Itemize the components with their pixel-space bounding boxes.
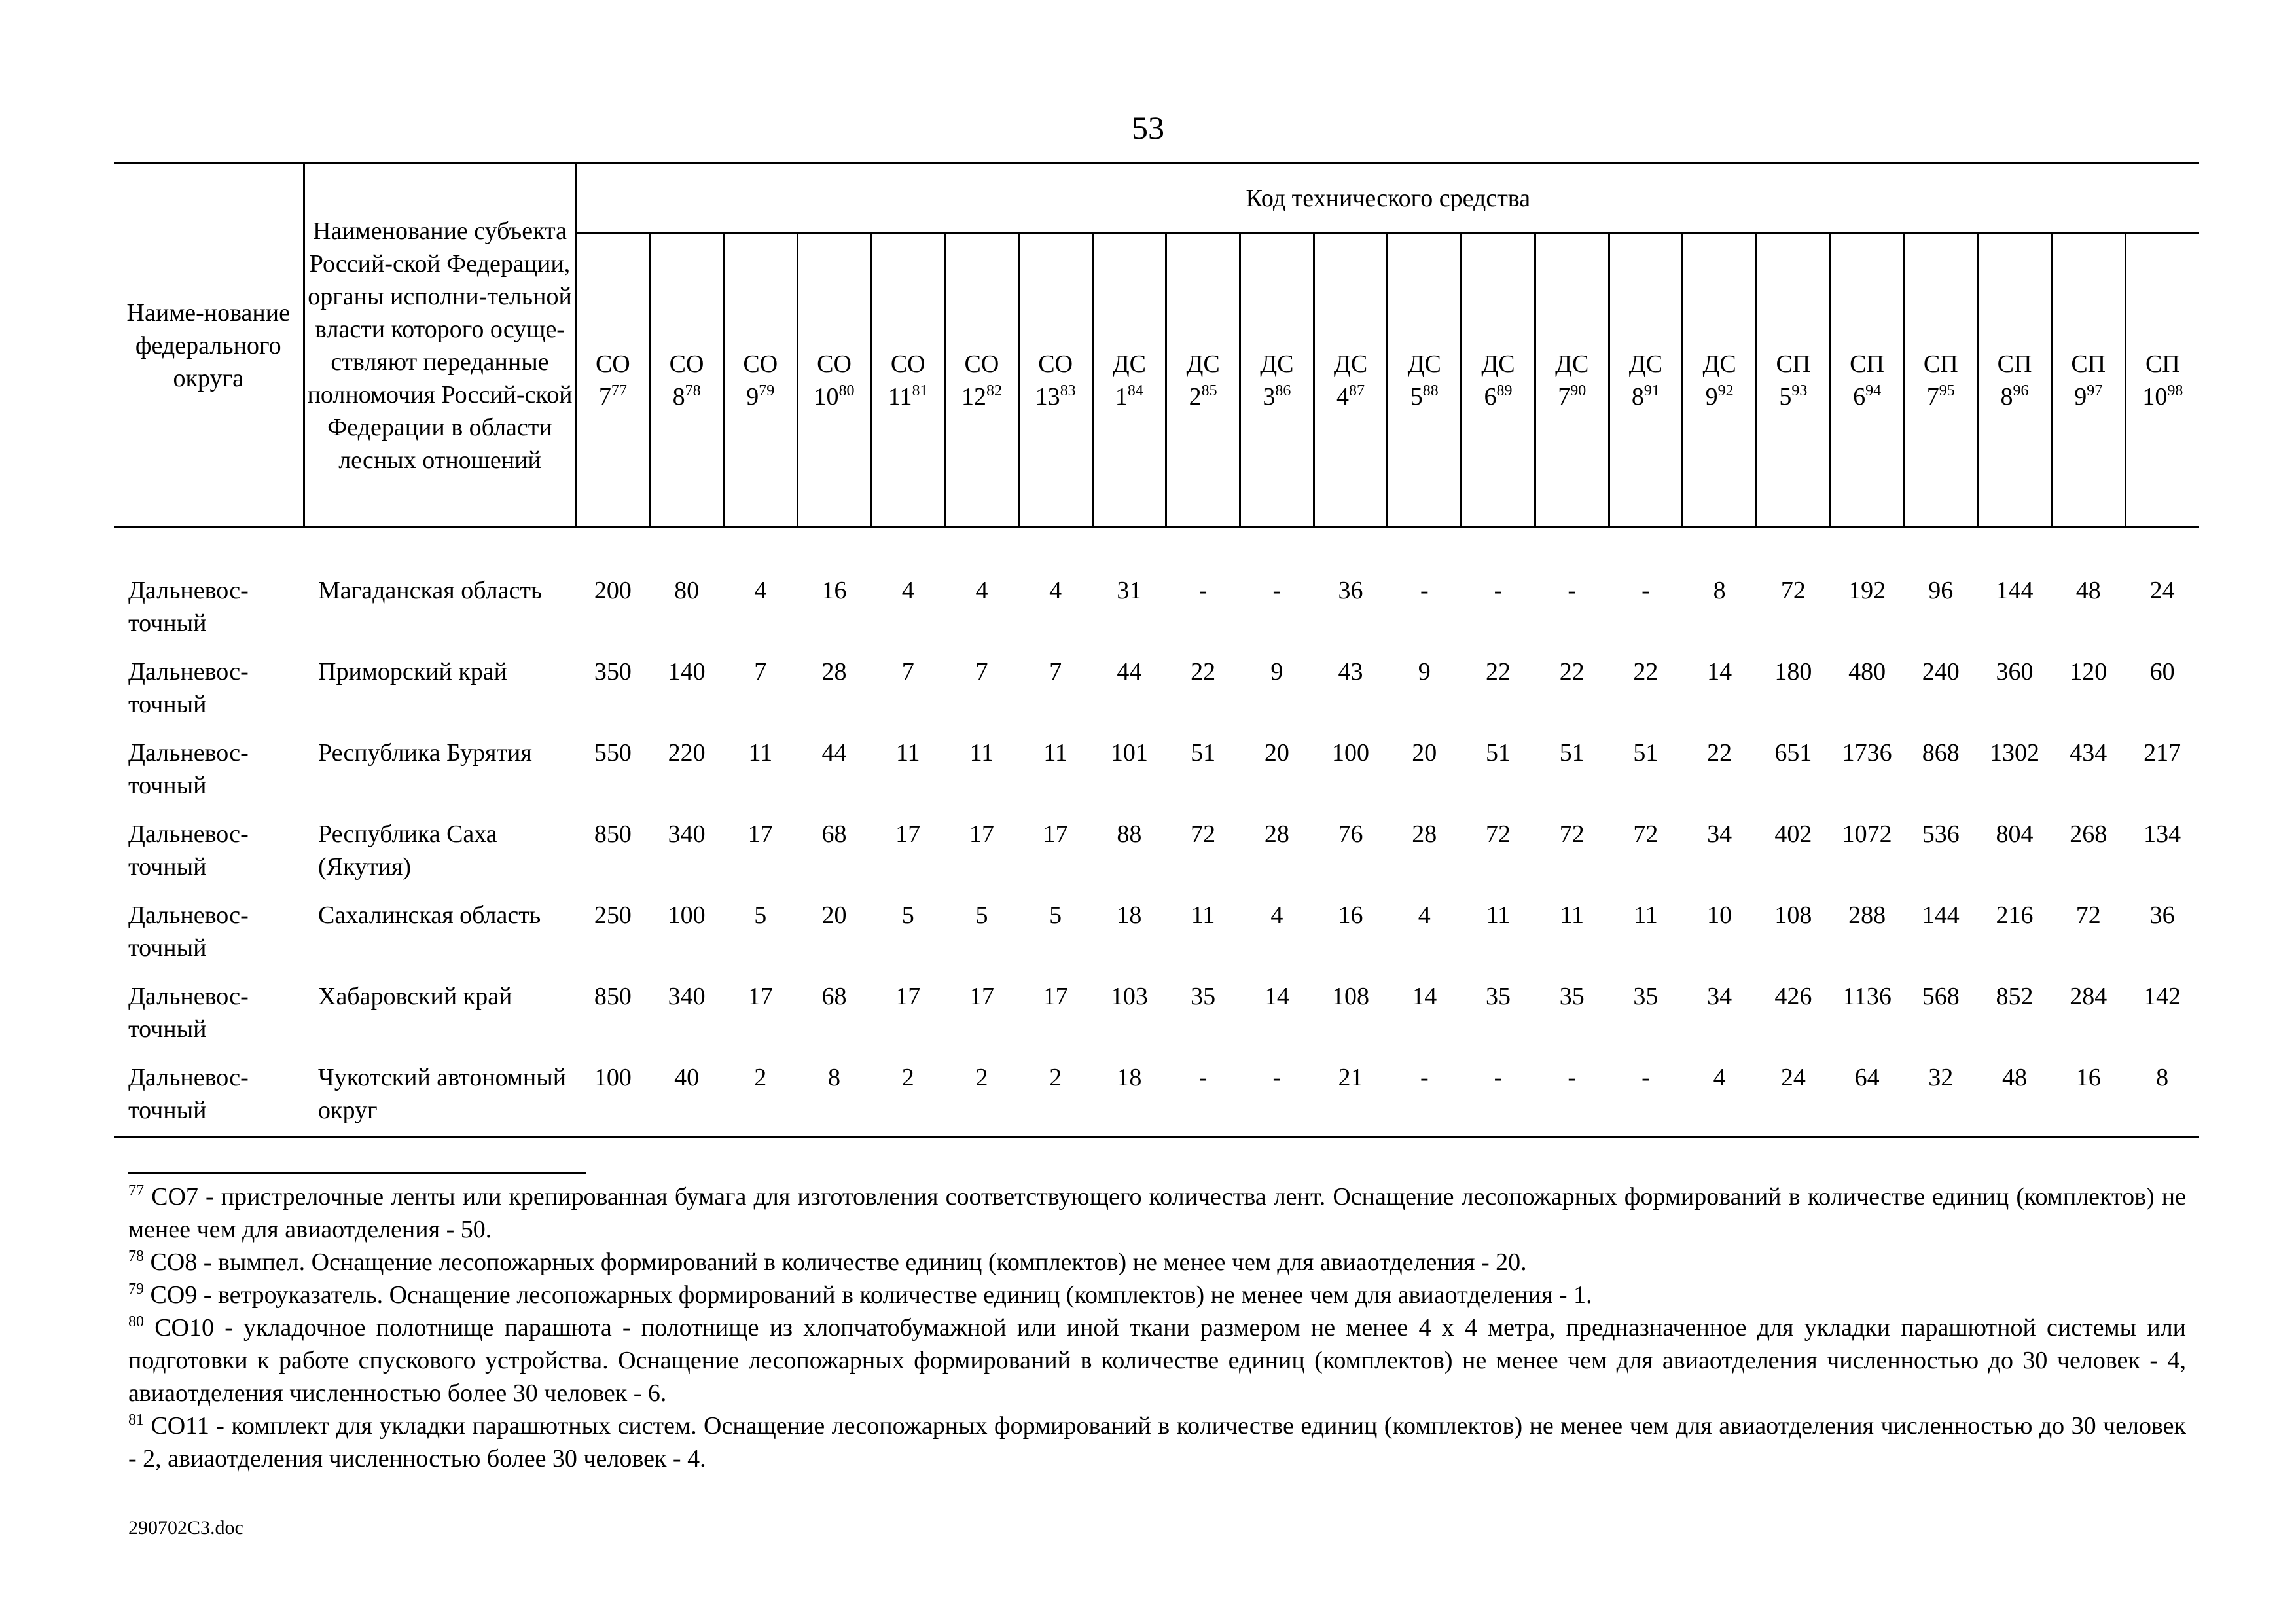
code-prefix: ДС [1555,350,1589,378]
footnote-text: СО9 - ветроуказатель. Оснащение лесопожарных формирований в количестве единиц (комплектов) не менее чем для авиаотделения - 1. [150,1281,1592,1309]
cell-value: 14 [1264,983,1289,1010]
cell-value: 340 [668,983,706,1010]
header-code [1535,234,1609,528]
code-prefix: СП [2071,350,2106,378]
cell-value: 28 [821,658,847,685]
cell-value: 20 [1264,739,1289,767]
code-prefix: СО [669,350,704,378]
cell-district: Дальневос-точный [128,739,249,799]
cell-value: 11 [1043,739,1067,767]
cell-value: 44 [821,739,847,767]
header-code [576,234,650,528]
cell-value: 2 [1018,1061,1092,1137]
footnote-mark: 77 [128,1182,144,1199]
header-code [1166,234,1240,528]
cell-value: 32 [1904,1061,1978,1137]
cell-district: Дальневос-точный [128,902,249,962]
cell-value: 35 [1485,983,1511,1010]
cell-value: 1072 [1842,820,1892,848]
cell-value: 142 [2144,983,2181,1010]
cell-district: Дальневос-точный [128,658,249,718]
footnote-ref: 95 [1939,382,1955,399]
code-prefix: ДС [1628,350,1663,378]
cell-value: 17 [969,983,994,1010]
cell-value: 120 [2070,658,2108,685]
cell-value: 108 [1774,902,1812,929]
footnote-ref: 78 [685,382,701,399]
header-subject: Наименование субъекта Россий-ской Федерации, органы исполни-тельной власти которого осуще-ствляют переданные полномочия Россий-ской Федерации в области лесных отношений [304,164,576,528]
cell-value: 16 [821,577,847,604]
code-number: 6 [1484,383,1497,410]
code-prefix: СП [1997,350,2032,378]
cell-value: 100 [1332,739,1370,767]
cell-value: 14 [1412,983,1437,1010]
cell-value: - [1609,1061,1683,1137]
header-code [1757,234,1831,528]
cell-value: 568 [1922,983,1960,1010]
cell-value: 480 [1848,658,1886,685]
code-number: 10 [2142,383,2168,410]
cell-value: 4 [1270,902,1283,929]
cell-value: 180 [1774,658,1812,685]
cell-subject: Чукотский автономный округ [304,1061,576,1137]
cell-value: 17 [969,820,994,848]
cell-value: - [1568,577,1577,604]
cell-value: 72 [2075,902,2101,929]
code-prefix: ДС [1407,350,1441,378]
cell-value: 18 [1092,1061,1166,1137]
code-number: 5 [1410,383,1423,410]
footnote [128,1279,2186,1311]
code-number: 4 [1336,383,1350,410]
cell-value: 22 [1191,658,1216,685]
cell-value: 11 [1560,902,1584,929]
cell-value: 24 [2149,577,2175,604]
cell-value: 14 [1707,658,1732,685]
code-number: 5 [1779,383,1792,410]
cell-value: 284 [2070,983,2108,1010]
footnote-ref: 89 [1496,382,1513,399]
code-prefix: СО [890,350,925,378]
cell-value: 140 [668,658,706,685]
cell-value: 4 [1418,902,1431,929]
footnote-ref: 85 [1201,382,1217,399]
header-equipment-code-group: Код технического средства [576,164,2199,234]
cell-value: 64 [1830,1061,1904,1137]
footnotes [128,1172,2186,1475]
footnote-mark: 81 [128,1412,144,1429]
cell-value: 34 [1707,983,1732,1010]
cell-value: 21 [1314,1061,1388,1137]
header-code [1830,234,1904,528]
cell-value: 68 [821,983,847,1010]
table-row [114,737,2199,818]
cell-value: 5 [754,902,767,929]
footnote-text: СО7 - пристрелочные ленты или крепированная бумага для изготовления соответствующего количества лент. Оснащение лесопожарных формирований в количестве единиц (комплектов) не менее чем для авиаотделения - 50. [128,1183,2186,1243]
code-prefix: СО [595,350,630,378]
cell-value: 72 [1633,820,1659,848]
header-code [1388,234,1462,528]
cell-value: 72 [1780,577,1806,604]
cell-value: 1302 [1990,739,2040,767]
code-number: 8 [2000,383,2013,410]
code-prefix: СП [1776,350,1811,378]
cell-value: 4 [901,577,914,604]
cell-value: 22 [1633,658,1659,685]
code-prefix: СО [1038,350,1073,378]
header-code [1092,234,1166,528]
cell-value: 11 [748,739,773,767]
cell-value: 216 [1996,902,2034,929]
cell-value: 402 [1774,820,1812,848]
code-prefix: СО [964,350,999,378]
cell-value: 76 [1338,820,1363,848]
footnote-ref: 82 [986,382,1002,399]
cell-value: 72 [1559,820,1585,848]
cell-value: 8 [797,1061,871,1137]
cell-value: 5 [1049,902,1062,929]
cell-value: 144 [1922,902,1960,929]
footnote-text: СО11 - комплект для укладки парашютных систем. Оснащение лесопожарных формирований в количестве единиц (комплектов) не менее чем для авиаотделения численностью до 30 человек - 2, авиаотделения численностью более 30 человек - 4. [128,1412,2187,1472]
cell-value: 51 [1559,739,1585,767]
cell-value: 22 [1707,739,1732,767]
code-prefix: СП [1850,350,1884,378]
equipment-table [114,162,2199,1138]
cell-value: 28 [1412,820,1437,848]
cell-subject: Сахалинская область [318,902,541,929]
cell-value: 72 [1485,820,1511,848]
cell-value: 100 [576,1061,650,1137]
cell-value: 96 [1928,577,1954,604]
cell-value: 2 [723,1061,797,1137]
cell-value: 804 [1996,820,2034,848]
header-code [1240,234,1314,528]
footnote-ref: 79 [759,382,775,399]
cell-value: 217 [2144,739,2181,767]
code-prefix: СП [2145,350,2180,378]
cell-value: 340 [668,820,706,848]
code-number: 13 [1035,383,1060,410]
cell-value: 17 [895,820,921,848]
cell-value: 7 [754,658,767,685]
cell-value: 11 [1634,902,1658,929]
footnote-ref: 98 [2167,382,2183,399]
cell-value: - [1494,577,1503,604]
cell-value: 220 [668,739,706,767]
cell-district: Дальневос-точный [128,820,249,881]
header-code [945,234,1019,528]
cell-value: 24 [1757,1061,1831,1137]
cell-value: - [1240,1061,1314,1137]
cell-value: 28 [1264,820,1289,848]
cell-value: 651 [1774,739,1812,767]
cell-value: 31 [1117,577,1142,604]
footnote-mark: 78 [128,1248,144,1265]
code-number: 1 [1115,383,1128,410]
cell-value: - [1641,577,1650,604]
cell-value: - [1388,1061,1462,1137]
cell-district: Дальневос-точный [128,983,249,1043]
cell-value: 134 [2144,820,2181,848]
code-number: 2 [1189,383,1202,410]
cell-value: 20 [1412,739,1437,767]
cell-value: 51 [1633,739,1659,767]
footnote [128,1246,2186,1279]
cell-value: 40 [650,1061,724,1137]
cell-value: 101 [1110,739,1148,767]
footnote-ref: 84 [1127,382,1143,399]
cell-value: 60 [2149,658,2175,685]
code-prefix: ДС [1186,350,1220,378]
code-number: 12 [961,383,986,410]
cell-value: 288 [1848,902,1886,929]
cell-value: 11 [895,739,920,767]
cell-value: 4 [975,577,988,604]
cell-value: 250 [594,902,632,929]
cell-value: 103 [1110,983,1148,1010]
header-code [1609,234,1683,528]
header-code [1314,234,1388,528]
cell-value: 35 [1191,983,1216,1010]
cell-value: 17 [747,983,773,1010]
cell-value: 360 [1996,658,2034,685]
footnote-text: СО8 - вымпел. Оснащение лесопожарных формирований в количестве единиц (комплектов) не менее чем для авиаотделения - 20. [150,1249,1527,1276]
cell-value: 868 [1922,739,1960,767]
cell-value: - [1272,577,1282,604]
cell-value: 10 [1707,902,1732,929]
cell-value: 100 [668,902,706,929]
cell-value: 852 [1996,983,2034,1010]
code-number: 7 [1926,383,1939,410]
header-code [1018,234,1092,528]
cell-value: 536 [1922,820,1960,848]
footnote-ref: 97 [2087,382,2103,399]
cell-value: 850 [594,983,632,1010]
header-code [1978,234,2052,528]
cell-value: 850 [594,820,632,848]
code-number: 9 [2074,383,2087,410]
footnote [128,1311,2186,1410]
page-number: 53 [1132,109,1164,146]
cell-value: - [1462,1061,1535,1137]
footnote-text: СО10 - укладочное полотнище парашюта - полотнище из хлопчатобумажной или иной ткани размером не менее 4 х 4 метра, предназначенное для укладки парашютной системы или подготовки к работе спускового устройства. Оснащение лесопожарных формирований в количестве единиц (комплектов) не менее чем для авиаотделения численностью до 30 человек - 4, авиаотделения численностью более 30 человек - 6. [128,1314,2186,1407]
cell-value: 51 [1485,739,1511,767]
footnote-ref: 77 [611,382,627,399]
cell-value: 2 [871,1061,945,1137]
document-id: 290702C3.doc [128,1517,243,1539]
cell-value: 16 [1338,902,1363,929]
footnote-mark: 79 [128,1281,144,1298]
footnote-ref: 83 [1060,382,1076,399]
cell-value: 434 [2070,739,2108,767]
footnote-ref: 93 [1791,382,1808,399]
cell-value: 9 [1418,658,1431,685]
footnote-ref: 90 [1570,382,1587,399]
cell-subject: Приморский край [318,658,507,685]
cell-value: 48 [1978,1061,2052,1137]
cell-district: Дальневос-точный [128,577,249,637]
cell-subject: Магаданская область [318,577,543,604]
cell-value: 48 [2075,577,2101,604]
cell-value: 18 [1117,902,1142,929]
cell-value: 144 [1996,577,2034,604]
footnote-ref: 88 [1422,382,1439,399]
code-number: 7 [1558,383,1571,410]
table-row [114,980,2199,1061]
footnote-ref: 86 [1275,382,1291,399]
cell-value: 4 [754,577,767,604]
cell-value: 34 [1707,820,1732,848]
cell-value: 88 [1117,820,1142,848]
code-prefix: ДС [1481,350,1515,378]
header-code [1683,234,1757,528]
header-code [871,234,945,528]
cell-value: 22 [1485,658,1511,685]
cell-value: 22 [1559,658,1585,685]
code-prefix: СО [817,350,852,378]
code-prefix: СП [1923,350,1958,378]
code-number: 11 [888,383,912,410]
cell-value: 11 [1191,902,1215,929]
code-prefix: ДС [1702,350,1736,378]
cell-value: 36 [1338,577,1363,604]
code-number: 9 [746,383,759,410]
cell-value: - [1166,1061,1240,1137]
cell-value: 17 [1043,983,1068,1010]
cell-value: 80 [674,577,700,604]
header-code [1462,234,1535,528]
footnote-ref: 94 [1865,382,1882,399]
code-number: 10 [814,383,839,410]
cell-value: 17 [1043,820,1068,848]
footnote-ref: 81 [912,382,928,399]
cell-value: 16 [2051,1061,2125,1137]
cell-value: 72 [1191,820,1216,848]
cell-value: 35 [1633,983,1659,1010]
cell-value: 8 [1713,577,1726,604]
cell-subject: Хабаровский край [318,983,512,1010]
cell-value: 43 [1338,658,1363,685]
cell-value: 9 [1270,658,1283,685]
cell-value: 1736 [1842,739,1892,767]
cell-value: 4 [1683,1061,1757,1137]
header-code [2125,234,2199,528]
cell-value: 7 [1049,658,1062,685]
cell-value: 4 [1049,577,1062,604]
cell-value: 5 [975,902,988,929]
footnote [128,1410,2186,1475]
code-number: 8 [672,383,685,410]
table-row [114,818,2199,899]
cell-value: 7 [901,658,914,685]
header-code [797,234,871,528]
footnote-divider [128,1172,586,1174]
footnote-ref: 91 [1643,382,1660,399]
footnote [128,1180,2186,1246]
footnote-ref: 87 [1349,382,1365,399]
table-row [114,574,2199,655]
header-code [723,234,797,528]
table-row [114,655,2199,737]
code-prefix: СО [743,350,778,378]
code-number: 9 [1705,383,1718,410]
cell-value: 1136 [1842,983,1892,1010]
header-district: Наиме-нование федерального округа [114,164,304,528]
cell-value: - [1535,1061,1609,1137]
cell-value: 36 [2149,902,2175,929]
cell-value: - [1420,577,1429,604]
footnote-mark: 80 [128,1313,144,1330]
cell-subject: Республика Бурятия [318,739,532,767]
cell-value: 7 [975,658,988,685]
header-code [2051,234,2125,528]
cell-value: 44 [1117,658,1142,685]
cell-value: 8 [2125,1061,2199,1137]
cell-value: 200 [594,577,632,604]
code-prefix: ДС [1333,350,1368,378]
code-number: 3 [1263,383,1276,410]
cell-value: 68 [821,820,847,848]
footnote-ref: 80 [838,382,855,399]
cell-value: 550 [594,739,632,767]
cell-value: 192 [1848,577,1886,604]
code-prefix: ДС [1260,350,1294,378]
cell-value: 240 [1922,658,1960,685]
cell-value: 11 [969,739,994,767]
code-number: 6 [1853,383,1866,410]
cell-district: Дальневос-точный [114,1061,304,1137]
footnote-ref: 96 [2013,382,2029,399]
cell-value: 17 [895,983,921,1010]
header-code [650,234,724,528]
cell-value: 426 [1774,983,1812,1010]
cell-value: 17 [747,820,773,848]
table-row [114,1061,2199,1137]
cell-value: 2 [945,1061,1019,1137]
header-code [1904,234,1978,528]
cell-value: 51 [1191,739,1216,767]
table-row [114,899,2199,980]
code-number: 8 [1631,383,1644,410]
cell-subject: Республика Саха (Якутия) [318,820,497,881]
cell-value: 20 [821,902,847,929]
cell-value: 11 [1486,902,1511,929]
cell-value: 350 [594,658,632,685]
cell-value: - [1198,577,1208,604]
cell-value: 108 [1332,983,1370,1010]
code-number: 7 [598,383,611,410]
cell-value: 268 [2070,820,2108,848]
code-prefix: ДС [1112,350,1147,378]
cell-value: 5 [901,902,914,929]
footnote-ref: 92 [1717,382,1734,399]
cell-value: 35 [1559,983,1585,1010]
